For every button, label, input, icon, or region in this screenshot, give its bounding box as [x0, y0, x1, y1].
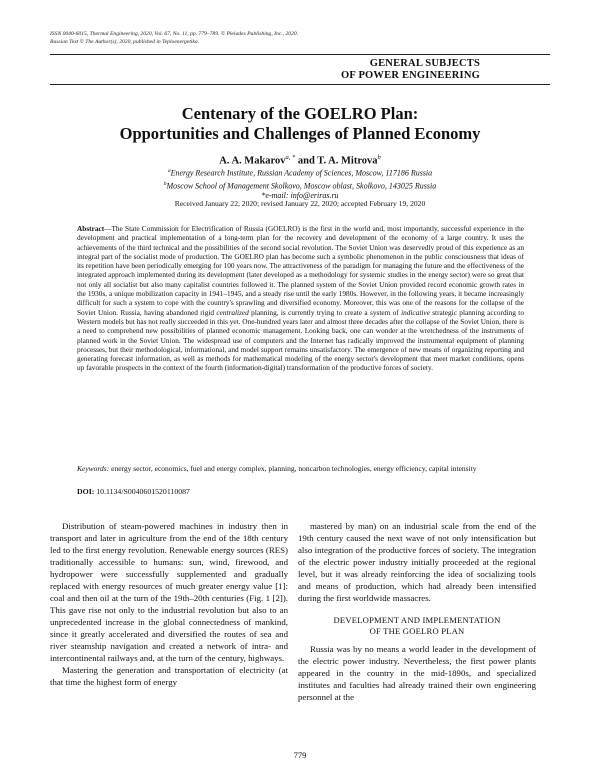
affiliation-b-text: Moscow School of Management Skolkovo, Moscow oblast, Skolkovo, 143025 Russia [166, 181, 437, 191]
top-rule [50, 54, 550, 55]
author-makarov-marks: a, * [285, 154, 296, 161]
author-makarov: A. A. Makarov [219, 155, 286, 167]
section-rule [50, 84, 550, 85]
author-mitrova-marks: b [377, 154, 381, 161]
abstract-text-part1: —The State Commission for Electrification of Russia (GOELRO) is the first in the world and, most importantly, successful experience in the development and practical implementation of a long-term plan for the recovery and development of the economy of a large country. It uses the achievements of the third technical and the possibilities of the second social revolution. The Soviet Union was deservedly proud of this experience as an integral part of the socialist mode of production. The GOELRO plan has become such a symbolic phenomenon in the public consciousness that ideas of its repetition have been periodically emerging for 100 years now. The attractiveness of the paradigm for managing the future and the effectiveness of the integrated approach implemented during its development (later developed as a methodology for systemic studies in the energy sector) were so great that not only all socialist but also many capitalist countries followed it. The planned system of the Soviet Union provided record economic growth rates in the 1930s, a unique mobilization capacity in 1941–1945, and a steady rise until the early 1980s. However, in the following years, it became increasingly difficult for such a system to cope with the country's sprawling and diversified economy. Moreover, this was one of the reasons for the collapse of the Soviet Union. Russia, having abandoned rigid [77, 224, 524, 317]
affiliations [50, 166, 550, 201]
title-line1: Centenary of the GOELRO Plan: [181, 104, 419, 123]
title-line2: Opportunities and Challenges of Planned Economy [119, 123, 481, 143]
author-mitrova: T. A. Mitrova [317, 155, 378, 167]
body-paragraph: mastered by man) on an industrial scale from the end of the 19th century caused the next wave of not only intensification but also integration of the productive forces of society. The integration of the electric power industry initially proceeded at the regional level, but it was already reinforcing the idea of socializing tools and means of production, which had already been intensified during the first worldwide massacres. [298, 521, 536, 603]
abstract-text-part2: planning, is currently trying to create a system of [248, 307, 402, 317]
subsection-heading [298, 615, 536, 637]
author-email: *e-mail: info@eriras.ru [261, 191, 339, 201]
affiliation-b-mark: b [163, 180, 167, 187]
section-heading-line1: GENERAL SUBJECTS [369, 58, 480, 69]
body-paragraph: Russia was by no means a world leader in the development of the electric power industry. Nevertheless, the first power plants appeared in the country in the mid-1890s, and specialized institutes and faculties had already trained their own engineering personnel at the [298, 644, 536, 702]
section-heading-line2: OF POWER ENGINEERING [341, 69, 480, 81]
abstract-label: Abstract [77, 224, 105, 233]
keywords [77, 464, 524, 474]
keywords-text: energy sector, economics, fuel and energy complex, planning, noncarbon technologies, energy efficiency, capital intensity [109, 464, 477, 473]
russian-text-line: Russian Text © The Author(s), 2020, published in Teploenergetika. [50, 39, 200, 45]
page-number: 779 [293, 750, 307, 760]
doi-label: DOI: [77, 487, 95, 496]
journal-citation-line: ISSN 0040-6015, Thermal Engineering, 2020, Vol. 67, No. 11, pp. 779–789. © Pleiades Publishing, Inc., 2020. [50, 31, 299, 37]
affiliation-b [50, 179, 550, 192]
received-dates: Received January 22, 2020; revised January 22, 2020; accepted February 19, 2020 [174, 199, 426, 208]
body-paragraph: Distribution of steam-powered machines in industry then in transport and later in agriculture from the end of the 18th century led to the first energy revolution. Renewable energy sources (RES) traditionally accessible to humans: sun, wind, firewood, and hydropower were successfully supplemented and gradually replaced with energy resources of much greater energy value [1]: coal and then oil at the turn of the 19th–20th centuries (Fig. 1 [2]). This gave rise not only to the industrial revolution but also to an unprecedented increase in the global connectedness of mankind, since it greatly accelerated and diversified the routes of sea and river steamship navigation and created a network of intra- and intercontinental railways and, at the turn of the century, highways. [50, 521, 288, 663]
affiliation-a [50, 166, 550, 179]
abstract-emphasis-centralized: centralized [216, 307, 249, 317]
body-paragraph: Mastering the generation and transportation of electricity (at that time the highest form of energy [50, 665, 288, 687]
journal-header-note [50, 30, 530, 46]
section-heading [180, 58, 480, 81]
article-title [50, 104, 550, 143]
affiliation-a-mark: a [167, 168, 171, 174]
body-column-left [50, 520, 288, 688]
affiliation-a-text: Energy Research Institute, Russian Academy of Sciences, Moscow, 117186 Russia [170, 168, 433, 178]
keywords-label: Keywords: [77, 464, 110, 473]
subsection-heading-line1: DEVELOPMENT AND IMPLEMENTATION [333, 615, 501, 625]
abstract-text-part3: strategic planning according to Western models but has not really succeeded in this yet. One-hundred years later and almost three decades after the collapse of the Soviet Union, there is a need to comprehend new possibilities of planned economic management. Looking back, one can wonder at the wretchedness of the instruments of planned work in the Soviet Union. The widespread use of computers and the Internet has radically improved the instrumental equipment of planning processes, but their methodological, informational, and model support remains unsatisfactory. The emergence of new means of organizing reporting and generating forecast information, as well as methods for mathematical modeling of the energy sector's development that meet market conditions, opens up favorable prospects in the context of the fourth (information-digital) transformation of the productive forces of society. [77, 307, 524, 373]
doi-link[interactable]: 10.1134/S0040601520110087 [94, 487, 190, 496]
abstract-emphasis-indicative: indicative [401, 307, 430, 317]
body-column-right [298, 520, 536, 703]
authors-and: and [297, 155, 315, 167]
abstract [77, 224, 524, 373]
subsection-heading-line2: OF THE GOELRO PLAN [369, 626, 465, 636]
doi [77, 487, 524, 497]
